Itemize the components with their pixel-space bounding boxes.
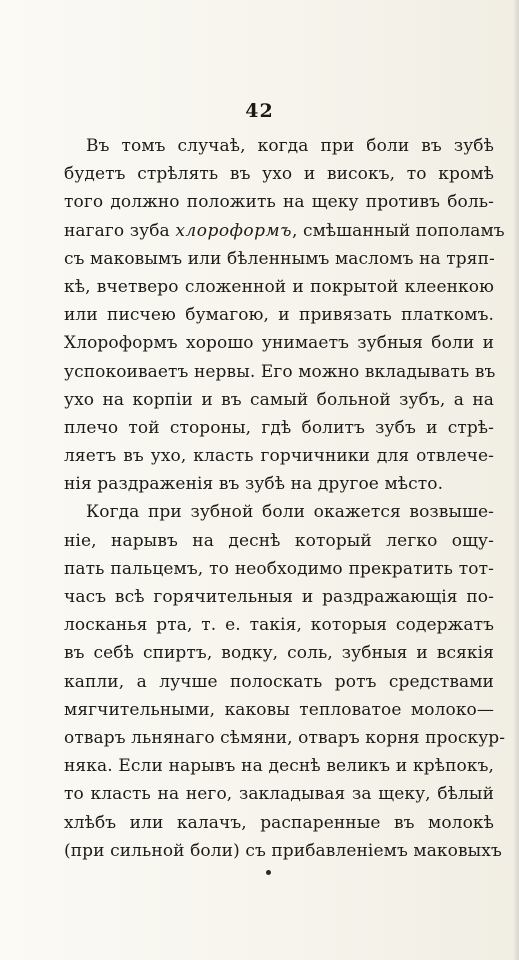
- text-line: нія раздраженія въ зубѣ на другое мѣсто.: [64, 474, 444, 495]
- text-line: отваръ льнянаго сѣмяни, отваръ корня проскур-: [64, 727, 506, 748]
- text-line: ляетъ въ ухо, класть горчичники для отвлече-: [64, 446, 494, 467]
- page-edge-shadow: [513, 0, 519, 960]
- text-line: лосканья рта, т. е. такія, которыя содержатъ: [64, 615, 494, 636]
- text-line: будетъ стрѣлять въ ухо и високъ, то кромѣ: [64, 164, 494, 185]
- text-line: Въ томъ случаѣ, когда при боли въ зубѣ: [86, 136, 494, 156]
- text-line: [64, 217, 505, 245]
- text-line: мягчительными, каковы тепловатое молоко—: [64, 699, 494, 720]
- text-line: то класть на него, закладывая за щеку, бѣлый: [64, 784, 494, 805]
- page-footer-dot: [266, 870, 271, 875]
- text-line: кѣ, вчетверо сложенной и покрытой клеенкою: [64, 276, 494, 297]
- text-line: того должно положить на щеку противъ боль-: [64, 192, 494, 213]
- text-segment: , смѣшанный пополамъ: [291, 220, 505, 241]
- text-line: Хлороформъ хорошо унимаетъ зубныя боли и: [64, 333, 494, 354]
- text-line: ніе, нарывъ на деснѣ который легко ощу-: [64, 530, 494, 551]
- text-line: Когда при зубной боли окажется возвыше-: [86, 502, 494, 523]
- text-line: ухо на корпіи и въ самый больной зубъ, а на: [64, 389, 494, 410]
- body-text: [64, 132, 506, 865]
- text-line: няка. Если нарывъ на деснѣ великъ и крѣпокъ,: [64, 756, 494, 777]
- text-line: успокоиваетъ нервы. Его можно вкладывать въ: [64, 361, 496, 382]
- text-line: съ маковымъ или бѣленнымъ масломъ на тряп-: [64, 248, 495, 269]
- text-line: часъ всѣ горячительныя и раздражающія по-: [64, 587, 494, 607]
- page-number: 42: [245, 100, 274, 122]
- text-line: капли, а лучше полоскать ротъ средствами: [64, 671, 494, 692]
- text-line: въ себѣ спиртъ, водку, соль, зубныя и всякія: [64, 643, 494, 664]
- text-line: плечо той стороны, гдѣ болитъ зубъ и стрѣ-: [64, 417, 494, 438]
- text-segment: нагаго зуба: [64, 220, 176, 241]
- emphasized-term: хлороформъ: [175, 220, 292, 241]
- text-line: или писчею бумагою, и привязать платкомъ.: [64, 305, 494, 326]
- text-line: хлѣбъ или калачъ, распаренные въ молокѣ: [64, 812, 494, 833]
- text-line: (при сильной боли) съ прибавленіемъ маковыхъ: [64, 840, 502, 861]
- text-line: пать пальцемъ, то необходимо прекратить тот-: [64, 558, 494, 579]
